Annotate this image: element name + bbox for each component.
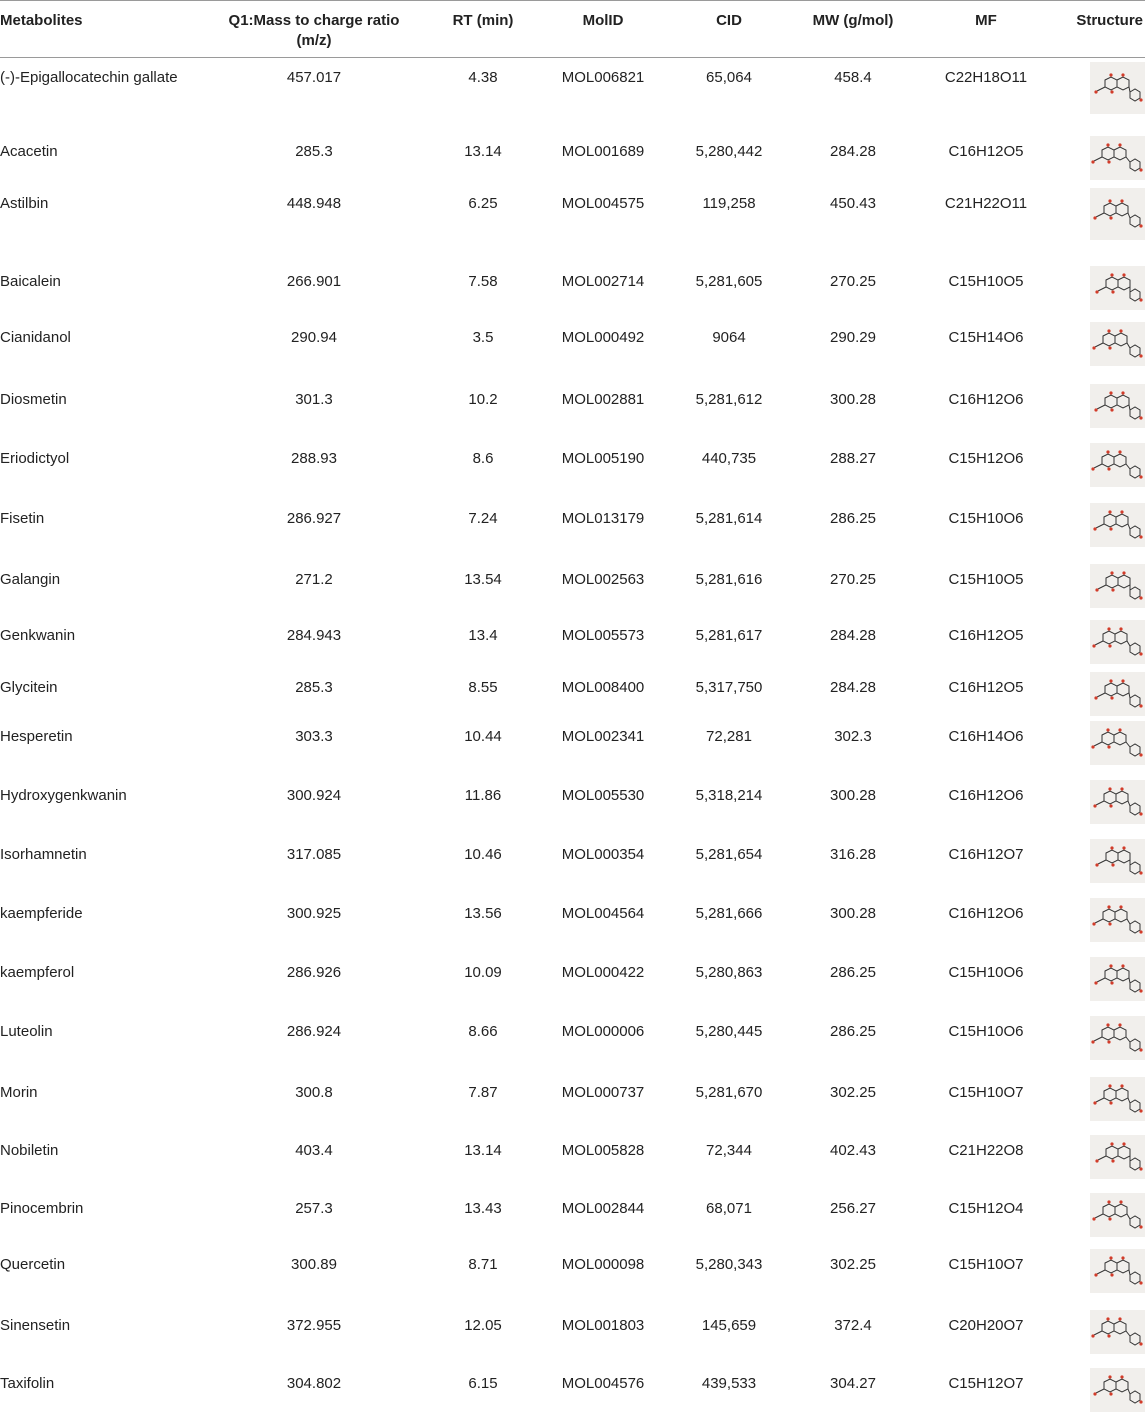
structure-cell [1068, 1364, 1145, 1420]
molecule-structure-icon [1090, 620, 1145, 664]
table-row [0, 132, 1145, 184]
molecule-structure-icon [1090, 503, 1145, 547]
mass-to-charge-value: 403.4 [295, 1141, 333, 1159]
cid-value: 5,281,612 [695, 390, 763, 408]
table-row [0, 953, 1145, 1012]
molid-value: MOL004576 [561, 1374, 645, 1392]
molid-value: MOL001803 [561, 1316, 645, 1334]
header-molid: MolID [550, 1, 656, 58]
mass-to-charge-value: 448.948 [286, 194, 342, 212]
molid-value: MOL005828 [561, 1141, 645, 1159]
mf-value: C15H14O6 [948, 328, 1024, 346]
structure-cell [1068, 1012, 1145, 1073]
mf-value: C16H12O6 [948, 786, 1024, 804]
table-row [0, 717, 1145, 776]
mass-to-charge-value: 286.926 [286, 963, 342, 981]
cid-value: 5,280,863 [695, 963, 763, 981]
molecule-structure-icon [1090, 266, 1145, 310]
metabolite-name: Nobiletin [0, 1141, 59, 1159]
molid-value: MOL004575 [561, 194, 645, 212]
molid-value: MOL000737 [561, 1083, 645, 1101]
molid-value: MOL000098 [561, 1255, 645, 1273]
mass-to-charge-value: 300.8 [295, 1083, 333, 1101]
table-row [0, 560, 1145, 616]
rt-value: 12.05 [464, 1316, 502, 1334]
rt-value: 10.2 [468, 390, 498, 408]
molecule-structure-icon [1090, 780, 1145, 824]
table-row [0, 58, 1145, 132]
cid-value: 72,281 [706, 727, 752, 745]
molid-value: MOL000422 [561, 963, 645, 981]
metabolite-name: Taxifolin [0, 1374, 55, 1392]
metabolite-name: Sinensetin [0, 1316, 71, 1334]
mass-to-charge-value: 303.3 [295, 727, 333, 745]
molid-value: MOL000354 [561, 845, 645, 863]
structure-cell [1068, 58, 1145, 132]
molecule-structure-icon [1090, 443, 1145, 487]
rt-value: 4.38 [468, 69, 498, 86]
mass-to-charge-value: 285.3 [295, 142, 333, 160]
structure-cell [1068, 1245, 1145, 1306]
mw-value: 284.28 [830, 626, 876, 644]
rt-value: 10.46 [464, 845, 502, 863]
mass-to-charge-value: 286.924 [286, 1022, 342, 1040]
rt-value: 13.14 [464, 142, 502, 160]
structure-cell [1068, 717, 1145, 776]
metabolite-name: Cianidanol [0, 328, 71, 346]
metabolite-name: Acacetin [0, 142, 58, 160]
rt-value: 13.56 [464, 904, 502, 922]
mw-value: 402.43 [830, 1141, 876, 1159]
structure-cell [1068, 439, 1145, 499]
mf-value: C15H10O6 [948, 963, 1024, 981]
structure-cell [1068, 560, 1145, 616]
mf-value: C15H10O7 [948, 1255, 1024, 1273]
table-row [0, 499, 1145, 560]
header-structure: Structure [1068, 1, 1145, 58]
rt-value: 3.5 [472, 328, 494, 346]
molid-value: MOL005530 [561, 786, 645, 804]
structure-cell [1068, 894, 1145, 953]
mf-value: C15H10O7 [948, 1083, 1024, 1101]
mass-to-charge-value: 266.901 [286, 272, 342, 290]
mf-value: C16H12O7 [948, 845, 1024, 863]
molecule-structure-icon [1090, 322, 1145, 366]
mw-value: 302.3 [834, 727, 872, 745]
mw-value: 300.28 [830, 390, 876, 408]
rt-value: 8.71 [468, 1255, 498, 1273]
header-mass-to-charge: Q1:Mass to charge ratio (m/z) [212, 1, 416, 58]
mf-value: C15H10O5 [948, 272, 1024, 290]
molecule-structure-icon [1090, 1310, 1145, 1354]
structure-cell [1068, 1131, 1145, 1189]
mw-value: 458.4 [834, 69, 872, 86]
mf-value: C15H10O6 [948, 509, 1024, 527]
table-row [0, 380, 1145, 439]
mass-to-charge-value: 288.93 [291, 449, 337, 467]
cid-value: 5,280,343 [695, 1255, 763, 1273]
structure-cell [1068, 1189, 1145, 1245]
header-cid: CID [656, 1, 802, 58]
structure-cell [1068, 835, 1145, 894]
table-row [0, 1245, 1145, 1306]
molid-value: MOL008400 [561, 678, 645, 696]
metabolite-name: Astilbin [0, 194, 49, 212]
header-metabolites: Metabolites [0, 1, 212, 58]
mw-value: 304.27 [830, 1374, 876, 1392]
mass-to-charge-value: 257.3 [295, 1199, 333, 1217]
mw-value: 284.28 [830, 142, 876, 160]
cid-value: 439,533 [701, 1374, 757, 1392]
molid-value: MOL002844 [561, 1199, 645, 1217]
structure-cell [1068, 380, 1145, 439]
mass-to-charge-value: 284.943 [286, 626, 342, 644]
metabolite-name: Eriodictyol [0, 449, 70, 467]
mf-value: C16H12O5 [948, 678, 1024, 696]
table-row [0, 262, 1145, 318]
rt-value: 10.44 [464, 727, 502, 745]
cid-value: 145,659 [701, 1316, 757, 1334]
mf-value: C15H12O6 [948, 449, 1024, 467]
mw-value: 300.28 [830, 904, 876, 922]
table-row [0, 439, 1145, 499]
mw-value: 286.25 [830, 1022, 876, 1040]
cid-value: 5,281,614 [695, 509, 763, 527]
mw-value: 286.25 [830, 963, 876, 981]
mw-value: 256.27 [830, 1199, 876, 1217]
mass-to-charge-value: 285.3 [295, 678, 333, 696]
mw-value: 284.28 [830, 678, 876, 696]
mass-to-charge-value: 290.94 [291, 328, 337, 346]
molid-value: MOL005573 [561, 626, 645, 644]
cid-value: 5,318,214 [695, 786, 763, 804]
mw-value: 286.25 [830, 509, 876, 527]
cid-value: 5,281,605 [695, 272, 763, 290]
rt-value: 8.66 [468, 1022, 498, 1040]
molid-value: MOL005190 [561, 449, 645, 467]
mass-to-charge-value: 457.017 [286, 69, 342, 86]
molecule-structure-icon [1090, 136, 1145, 180]
mass-to-charge-value: 372.955 [286, 1316, 342, 1334]
mw-value: 300.28 [830, 786, 876, 804]
rt-value: 6.15 [468, 1374, 498, 1392]
molid-value: MOL000006 [561, 1022, 645, 1040]
molecule-structure-icon [1090, 672, 1145, 716]
molecule-structure-icon [1090, 384, 1145, 428]
metabolite-name: Glycitein [0, 678, 58, 696]
header-rt: RT (min) [416, 1, 550, 58]
header-mw: MW (g/mol) [802, 1, 904, 58]
mass-to-charge-value: 304.802 [286, 1374, 342, 1392]
structure-cell [1068, 1306, 1145, 1364]
mass-to-charge-value: 317.085 [286, 845, 342, 863]
metabolite-name: Fisetin [0, 509, 45, 527]
rt-value: 7.87 [468, 1083, 498, 1101]
table-row [0, 894, 1145, 953]
mf-value: C21H22O8 [948, 1141, 1024, 1159]
table-row [0, 184, 1145, 262]
molecule-structure-icon [1090, 1249, 1145, 1293]
mf-value: C20H20O7 [948, 1316, 1024, 1334]
molid-value: MOL013179 [561, 509, 645, 527]
mass-to-charge-value: 300.89 [291, 1255, 337, 1273]
molid-value: MOL002341 [561, 727, 645, 745]
mf-value: C15H10O6 [948, 1022, 1024, 1040]
mass-to-charge-value: 286.927 [286, 509, 342, 527]
cid-value: 119,258 [702, 194, 756, 212]
rt-value: 8.55 [468, 678, 498, 696]
cid-value: 5,281,616 [695, 570, 763, 588]
header-row [0, 1, 1145, 58]
molecule-structure-icon [1090, 1135, 1145, 1179]
metabolite-name: Luteolin [0, 1022, 53, 1040]
molecule-structure-icon [1090, 62, 1145, 114]
molecule-structure-icon [1090, 188, 1145, 240]
mw-value: 270.25 [830, 570, 876, 588]
rt-value: 7.58 [468, 272, 498, 290]
mf-value: C16H12O5 [948, 626, 1024, 644]
metabolite-name: Diosmetin [0, 390, 67, 408]
mw-value: 270.25 [830, 272, 876, 290]
mf-value: C16H12O6 [948, 904, 1024, 922]
structure-cell [1068, 132, 1145, 184]
metabolite-name: (-)-Epigallocatechin gallate [0, 69, 178, 86]
table-row [0, 1073, 1145, 1131]
rt-value: 6.25 [468, 194, 498, 212]
table-row [0, 1306, 1145, 1364]
molid-value: MOL004564 [561, 904, 645, 922]
structure-cell [1068, 776, 1145, 835]
molid-value: MOL002563 [561, 570, 645, 588]
mf-value: C22H18O11 [944, 69, 1028, 86]
metabolite-name: Genkwanin [0, 626, 76, 644]
structure-cell [1068, 668, 1145, 717]
cid-value: 5,280,445 [695, 1022, 763, 1040]
table-row [0, 1131, 1145, 1189]
molecule-structure-icon [1090, 1016, 1145, 1060]
table-row [0, 835, 1145, 894]
molecule-structure-icon [1090, 1368, 1145, 1412]
molecule-structure-icon [1090, 839, 1145, 883]
mw-value: 372.4 [834, 1316, 872, 1334]
mw-value: 450.43 [830, 194, 876, 212]
rt-value: 13.54 [464, 570, 502, 588]
rt-value: 8.6 [472, 449, 494, 467]
structure-cell [1068, 184, 1145, 262]
structure-cell [1068, 499, 1145, 560]
rt-value: 7.24 [468, 509, 498, 527]
molid-value: MOL000492 [561, 328, 645, 346]
table-row [0, 1189, 1145, 1245]
mf-value: C15H12O7 [948, 1374, 1024, 1392]
molecule-structure-icon [1090, 1193, 1145, 1237]
cid-value: 9064 [712, 328, 746, 346]
table-row [0, 616, 1145, 668]
rt-value: 13.4 [468, 626, 498, 644]
rt-value: 13.43 [464, 1199, 502, 1217]
cid-value: 440,735 [701, 449, 757, 467]
mw-value: 290.29 [830, 328, 876, 346]
mw-value: 316.28 [830, 845, 876, 863]
structure-cell [1068, 953, 1145, 1012]
cid-value: 68,071 [706, 1199, 752, 1217]
metabolite-name: Hydroxygenkwanin [0, 786, 127, 804]
table-row [0, 318, 1145, 380]
metabolite-name: Galangin [0, 570, 61, 588]
mf-value: C21H22O11 [944, 194, 1028, 212]
structure-cell [1068, 1073, 1145, 1131]
cid-value: 65,064 [706, 69, 752, 86]
molid-value: MOL001689 [561, 142, 645, 160]
metabolite-name: Morin [0, 1083, 38, 1101]
table-header [0, 1, 1145, 58]
molecule-structure-icon [1090, 1077, 1145, 1121]
structure-cell [1068, 616, 1145, 668]
molid-value: MOL006821 [561, 69, 645, 86]
metabolite-name: Pinocembrin [0, 1199, 84, 1217]
mf-value: C16H12O5 [948, 142, 1024, 160]
metabolite-name: Baicalein [0, 272, 61, 290]
table-row [0, 1012, 1145, 1073]
mass-to-charge-value: 300.925 [286, 904, 342, 922]
metabolite-name: Quercetin [0, 1255, 66, 1273]
mf-value: C16H14O6 [948, 727, 1024, 745]
metabolite-name: kaempferide [0, 904, 83, 922]
metabolite-name: kaempferol [0, 963, 75, 981]
mw-value: 302.25 [830, 1255, 876, 1273]
table-row [0, 668, 1145, 717]
mf-value: C16H12O6 [948, 390, 1024, 408]
mf-value: C15H12O4 [948, 1199, 1024, 1217]
mass-to-charge-value: 300.924 [286, 786, 342, 804]
rt-value: 13.14 [464, 1141, 502, 1159]
table-body [0, 58, 1145, 1420]
table-row [0, 776, 1145, 835]
cid-value: 5,280,442 [695, 142, 763, 160]
metabolite-name: Hesperetin [0, 727, 73, 745]
cid-value: 5,281,654 [695, 845, 763, 863]
rt-value: 11.86 [464, 786, 502, 804]
header-mf: MF [904, 1, 1068, 58]
rt-value: 10.09 [464, 963, 502, 981]
mw-value: 302.25 [830, 1083, 876, 1101]
cid-value: 72,344 [706, 1141, 752, 1159]
cid-value: 5,281,670 [695, 1083, 763, 1101]
molid-value: MOL002881 [561, 390, 645, 408]
cid-value: 5,281,666 [695, 904, 763, 922]
table-row [0, 1364, 1145, 1420]
cid-value: 5,281,617 [695, 626, 763, 644]
molecule-structure-icon [1090, 564, 1145, 608]
structure-cell [1068, 262, 1145, 318]
mw-value: 288.27 [830, 449, 876, 467]
molid-value: MOL002714 [561, 272, 645, 290]
mass-to-charge-value: 301.3 [295, 390, 333, 408]
cid-value: 5,317,750 [695, 678, 763, 696]
mass-to-charge-value: 271.2 [295, 570, 333, 588]
metabolite-name: Isorhamnetin [0, 845, 87, 863]
mf-value: C15H10O5 [948, 570, 1024, 588]
molecule-structure-icon [1090, 898, 1145, 942]
molecule-structure-icon [1090, 957, 1145, 1001]
structure-cell [1068, 318, 1145, 380]
molecule-structure-icon [1090, 721, 1145, 765]
